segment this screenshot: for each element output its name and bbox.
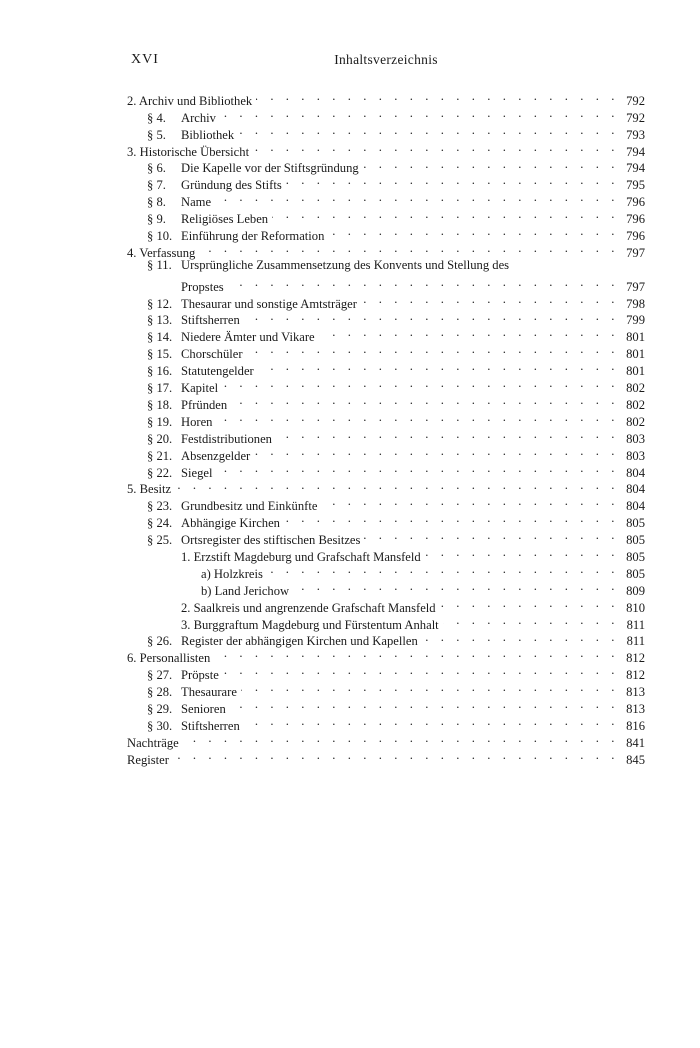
page-ref: 802 [626,414,645,429]
page-title: Inhaltsverzeichnis [334,52,438,67]
section-number: § 7. [147,178,166,193]
section-number: § 9. [147,212,166,227]
section-number: § 5. [147,127,166,142]
dot-leader [363,156,619,173]
entry-title: Horen [181,414,213,429]
toc-entry [127,324,645,345]
toc-entry [127,595,645,615]
entry-title: 3. Historische Übersicht [127,144,250,159]
section-number: § 11. [147,257,172,272]
page-ref: 804 [626,499,645,514]
entry-title: 2. Saalkreis und angrenzende Grafschaft Mansfeld [181,600,436,615]
page-ref: 802 [626,381,645,396]
toc-entry [127,747,645,767]
section-number: § 16. [147,364,173,379]
dot-leader [173,747,619,764]
toc-entry [127,544,645,564]
section-number: § 21. [147,448,173,463]
dot-leader [361,291,619,308]
dot-leader [228,274,619,291]
dot-leader [440,595,619,612]
section-number: § 15. [147,347,173,362]
dot-leader [364,527,619,544]
page-ref: 811 [626,617,645,632]
dot-leader [183,730,619,747]
toc-entry [127,443,645,463]
page-ref: 841 [626,735,645,750]
entry-title: Kapitel [181,381,219,396]
toc-entry [127,341,645,362]
page-ref: 813 [626,701,645,716]
page-ref: 812 [626,668,645,683]
toc-entry-text [127,747,621,769]
page-ref: 804 [626,465,645,480]
section-number: § 8. [147,195,166,210]
dot-leader [220,105,619,122]
entry-title: 6. Personallisten [127,651,211,666]
dot-leader [216,409,619,426]
entry-title: Pfründen [181,397,228,412]
entry-title: Festdistributionen [181,431,272,446]
section-number: § 27. [147,668,173,683]
page-ref: 813 [626,685,645,700]
entry-title: 3. Burggraftum Magdeburg und Fürstentum Anhalt [181,617,439,632]
entry-title: Grundbesitz und Einkünfte [181,499,318,514]
entry-title: Register [127,752,169,767]
toc-entry-text [147,257,619,274]
table-of-contents [127,88,645,767]
dot-leader [258,358,619,375]
page-ref: 801 [626,364,645,379]
entry-title: 5. Besitz [127,482,172,497]
toc-entry [127,561,645,581]
page-ref: 805 [626,516,645,531]
toc-entry [127,510,645,531]
toc-entry [127,139,645,159]
entry-title: Nachträge [127,735,179,750]
page-ref: 802 [626,397,645,412]
section-number: § 19. [147,414,173,429]
dot-leader [267,561,619,578]
toc-entry [127,713,645,733]
entry-title: 2. Archiv und Bibliothek [127,93,253,108]
page-ref: 794 [626,144,645,159]
toc-entry [127,645,645,666]
page-ref: 795 [626,178,645,193]
section-number: § 30. [147,718,173,733]
section-number: § 18. [147,397,173,412]
entry-title: Ursprüngliche Zusammensetzung des Konvents und Stellung des [181,257,510,272]
page-ref: 805 [626,533,645,548]
dot-leader [223,662,619,679]
toc-entry [127,578,645,598]
entry-title: Name [181,195,212,210]
page-ref: 799 [626,313,645,328]
entry-title: Register der abhängigen Kirchen und Kapellen [181,634,418,649]
page-ref: 801 [626,330,645,345]
page-ref: 811 [626,634,645,649]
toc-entry [127,88,645,108]
page-ref: 816 [626,718,645,733]
section-number: § 26. [147,634,173,649]
section-number: § 20. [147,431,173,446]
dot-leader [216,460,619,477]
entry-title: 1. Erzstift Magdeburg und Grafschaft Mansfeld [181,549,421,564]
dot-leader [328,223,619,240]
entry-title: Siegel [181,465,213,480]
section-number: § 6. [147,161,166,176]
section-number: § 17. [147,381,173,396]
entry-title: Abhängige Kirchen [181,516,280,531]
entry-title: Thesaurare [181,685,237,700]
entry-title: Niedere Ämter und Vikare [181,330,315,345]
toc-entry [127,257,645,274]
toc-entry [127,679,645,700]
page-ref: 805 [626,549,645,564]
section-number: § 10. [147,229,173,244]
entry-title: Ortsregister des stiftischen Besitzes [181,533,361,548]
entry-title: Chorschüler [181,347,243,362]
dot-leader [244,713,619,730]
entry-title: Religiöses Leben [181,212,269,227]
section-number: § 29. [147,701,173,716]
section-number: § 12. [147,296,173,311]
dot-leader [286,172,619,189]
toc-entry [127,696,645,716]
section-number: § 13. [147,313,173,328]
section-number: § 22. [147,465,173,480]
dot-leader [319,324,619,341]
page-ref: 792 [626,110,645,125]
dot-leader [214,645,619,662]
entry-title: Senioren [181,701,226,716]
page-ref: 797 [626,245,645,260]
dot-leader [175,477,619,494]
toc-entry [127,291,645,311]
page-ref: 792 [626,93,645,108]
toc-entry [127,493,645,514]
dot-leader [241,679,619,696]
toc-entry [127,662,645,683]
toc-entry [127,460,645,480]
entry-title: 4. Verfassung [127,245,196,260]
page-ref: 809 [626,583,645,598]
toc-entry [127,477,645,497]
page-ref: 796 [626,195,645,210]
entry-title: b) Land Jerichow [201,583,290,598]
page-number: XVI [131,52,159,67]
dot-leader [199,240,619,257]
dot-leader [284,510,619,527]
section-number: § 14. [147,330,173,345]
entry-title: Bibliothek [181,127,235,142]
dot-leader [293,578,619,595]
page-ref: 804 [626,482,645,497]
dot-leader [215,189,619,206]
toc-entry [127,375,645,396]
section-number: § 24. [147,516,173,531]
page-ref: 796 [626,229,645,244]
page-ref: 798 [626,296,645,311]
dot-leader [321,493,619,510]
section-number: § 23. [147,499,173,514]
running-header [127,52,645,70]
page-ref: 797 [626,279,645,294]
toc-entry [127,206,645,227]
entry-title: a) Holzkreis [201,566,263,581]
dot-leader [247,341,619,358]
toc-entry [127,189,645,210]
dot-leader [276,426,619,443]
dot-leader [222,375,619,392]
dot-leader [256,88,619,105]
entry-title: Die Kapelle vor der Stiftsgründung [181,161,359,176]
toc-entry [127,527,645,548]
toc-entry [127,358,645,379]
toc-entry [127,629,645,649]
entry-title: Absenzgelder [181,448,251,463]
section-number: § 4. [147,110,166,125]
section-number: § 28. [147,685,173,700]
page-ref: 845 [626,752,645,767]
toc-entry [127,392,645,412]
entry-title: Stiftsherren [181,313,240,328]
toc-entry [127,223,645,244]
dot-leader [253,139,619,156]
page-ref: 803 [626,448,645,463]
dot-leader [231,392,619,409]
dot-leader [272,206,619,223]
dot-leader [238,122,619,139]
page-ref: 794 [626,161,645,176]
toc-entry [127,730,645,750]
entry-title: Archiv [181,110,216,125]
entry-title: Thesaurar und sonstige Amtsträger [181,296,357,311]
entry-title: Gründung des Stifts [181,178,282,193]
section-number: § 25. [147,533,173,548]
page-ref: 812 [626,651,645,666]
page-ref: 796 [626,212,645,227]
dot-leader [425,544,619,561]
page-ref: 803 [626,431,645,446]
page-ref: 805 [626,566,645,581]
toc-entry [127,172,645,193]
toc-entry [127,105,645,125]
toc-entry [127,612,645,632]
page-ref: 810 [626,600,645,615]
dot-leader [230,696,619,713]
toc-entry [127,308,645,328]
entry-title: Einführung der Reformation [181,229,325,244]
page-ref: 801 [626,347,645,362]
toc-entry [127,240,645,260]
dot-leader [254,443,619,460]
entry-title: Stiftsherren [181,718,240,733]
dot-leader [443,612,619,629]
page-ref: 793 [626,127,645,142]
dot-leader [422,629,619,646]
toc-entry [127,426,645,446]
toc-entry [127,274,645,294]
entry-title: Pröpste [181,668,219,683]
toc-entry [127,156,645,176]
toc-entry [127,122,645,142]
toc-entry [127,409,645,429]
entry-title: Propstes [181,279,224,294]
entry-title: Statutengelder [181,364,254,379]
dot-leader [244,308,619,325]
